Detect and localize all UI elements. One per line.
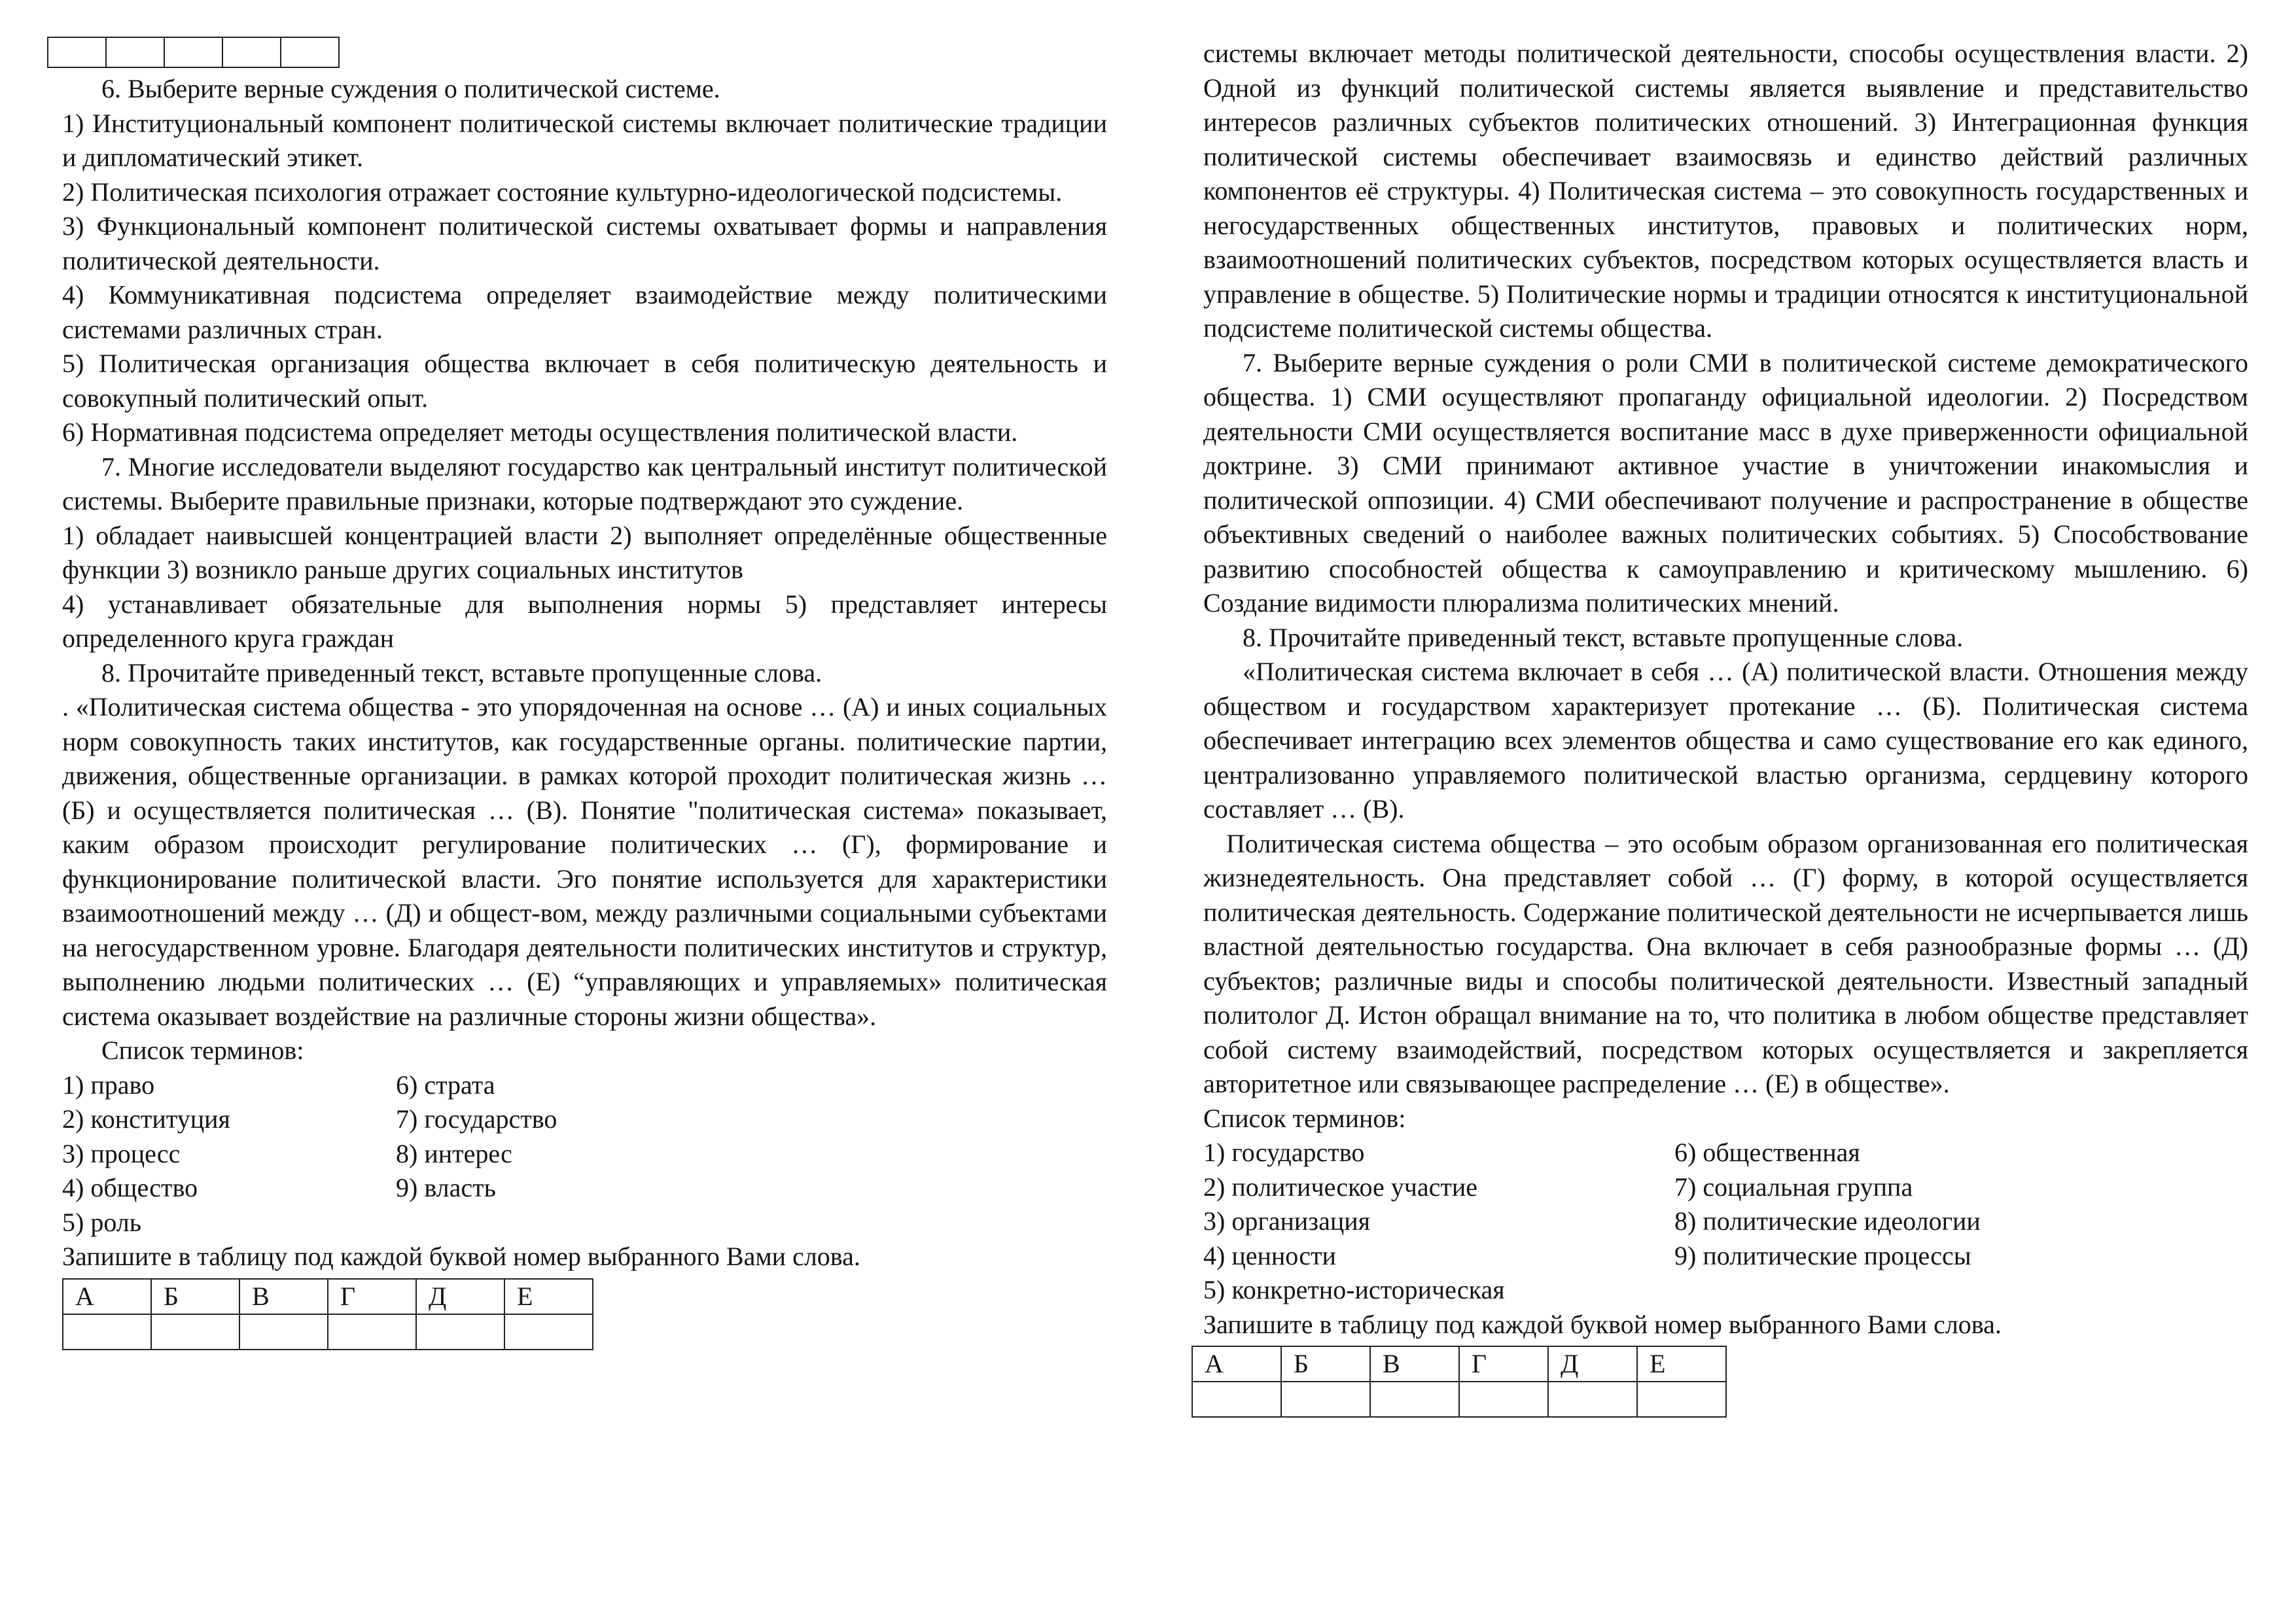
q8-text: . «Политическая система общества - это упорядоченная на основе … (А) и иных социальных норм совокупность таких институтов, как государственные органы. политические партии, движения, общественные организации. в рамках которой проходит политическая жизнь … (Б) и осуществляется политическая … (В). Понятие "политическая система» показывает, каким образом происходит регулирование политических … (Г), формирование и функционирование политической власти. Эго понятие используется для характеристики взаимоотношений между … (Д) и общест-вом, между различными социальными субъектами на негосударственном уровне. Благодаря деятельности политических институтов и структур, выполнению людьми политических … (Е) “управляющих и управляемых» политическая система оказывает воздействие на различные стороны жизни общества». bbox=[62, 692, 1107, 1031]
term-item: 8) политические идеологии bbox=[1674, 1206, 1981, 1236]
answer-letter: Г bbox=[1459, 1346, 1548, 1382]
answer-cell[interactable] bbox=[504, 1314, 593, 1350]
q7-title: 7. Многие исследователи выделяют государство как центральный институт политической системы. Выберите правильные признаки, которые подтверждают это суждение. bbox=[62, 451, 1107, 515]
right-column bbox=[1203, 37, 2248, 1418]
answer-cell[interactable] bbox=[239, 1314, 328, 1350]
q6-item-6: 6) Нормативная подсистема определяет методы осуществления политической власти. bbox=[62, 417, 1018, 447]
answer-cell[interactable] bbox=[328, 1314, 416, 1350]
answer-cell[interactable] bbox=[63, 1314, 151, 1350]
answer-letter: А bbox=[1192, 1346, 1281, 1382]
answer-table bbox=[62, 1278, 593, 1350]
q6-continuation: системы включает методы политической деятельности, способы осуществления власти. 2) Одной из функций политической системы является выявление и представительство интересов различных субъектов политических отношений. 3) Интеграционная функция политической системы обеспечивает взаимосвязь и единство действий различных компонентов её структуры. 4) Политическая система – это совокупность государственных и негосударственных общественных институтов, правовых и политических норм, взаимоотношений политических субъектов, посредством которых осуществляется власть и управление в обществе. 5) Политические нормы и традиции относятся к институциональной подсистеме политической системы общества. bbox=[1203, 39, 2248, 343]
answer-cell[interactable] bbox=[416, 1314, 504, 1350]
answer-letter: В bbox=[239, 1279, 328, 1314]
q8-paragraph-1: «Политическая система включает в себя … (А) политической власти. Отношения между обществом и государством характеризует протекание … (Б). Политическая система обеспечивает интеграцию всех элементов общества и само существование его как единого, централизованно управляемого политической властью организма, сердцевину которого составляет … (В). bbox=[1203, 657, 2248, 824]
q6-item-5: 5) Политическая организация общества включает в себя политическую деятельность и совокупный политический опыт. bbox=[62, 349, 1107, 413]
terms-list bbox=[1203, 1136, 2248, 1308]
term-item: 9) власть bbox=[396, 1173, 496, 1202]
q8-title: 8. Прочитайте приведенный текст, вставьте пропущенные слова. bbox=[1243, 622, 1964, 652]
answer-cell[interactable] bbox=[151, 1314, 239, 1350]
term-item: 4) общество bbox=[62, 1173, 198, 1202]
answer-letter: Б bbox=[151, 1279, 239, 1314]
term-item: 2) политическое участие bbox=[1203, 1172, 1477, 1202]
answer-letter: А bbox=[63, 1279, 151, 1314]
term-item: 7) государство bbox=[396, 1104, 557, 1134]
q6-title: 6. Выберите верные суждения о политической системе. bbox=[101, 74, 720, 103]
q6-item-4: 4) Коммуникативная подсистема определяет взаимодействие между политическими системами различных стран. bbox=[62, 280, 1107, 344]
q8-title: 8. Прочитайте приведенный текст, вставьте пропущенные слова. bbox=[101, 657, 822, 688]
term-item: 6) страта bbox=[396, 1070, 495, 1100]
term-item: 1) государство bbox=[1203, 1138, 1365, 1167]
answer-instruction: Запишите в таблицу под каждой буквой номер выбранного Вами слова. bbox=[62, 1242, 860, 1271]
term-item: 9) политические процессы bbox=[1674, 1240, 1971, 1270]
q6-item-1: 1) Институциональный компонент политической системы включает политические традиции и дипломатический этикет. bbox=[62, 108, 1107, 172]
terms-title: Список терминов: bbox=[1203, 1103, 1406, 1133]
q7-options-line-1: 1) обладает наивысшей концентрацией власти 2) выполняет определённые общественные функции 3) возникло раньше других социальных институтов bbox=[62, 520, 1107, 584]
left-column bbox=[62, 34, 1107, 1350]
answer-cell[interactable] bbox=[1459, 1382, 1548, 1417]
answer-letter: В bbox=[1370, 1346, 1459, 1382]
term-item: 2) конституция bbox=[62, 1104, 230, 1134]
answer-cell[interactable] bbox=[1192, 1382, 1281, 1417]
q6-item-3: 3) Функциональный компонент политической системы охватывает формы и направления политической деятельности. bbox=[62, 211, 1107, 275]
term-item: 5) роль bbox=[62, 1207, 141, 1237]
terms-list bbox=[62, 1068, 1107, 1240]
answer-cell[interactable] bbox=[1637, 1382, 1726, 1417]
answer-letter: Д bbox=[1548, 1346, 1637, 1382]
q7-text: 7. Выберите верные суждения о роли СМИ в политической системе демократического общества. 1) СМИ осуществляют пропаганду официальной идеологии. 2) Посредством деятельности СМИ осуществляется воспитание масс в духе приверженности официальной доктрине. 3) СМИ принимают активное участие в уничтожении инакомыслия и политической оппозиции. 4) СМИ обеспечивают получение и распространение в обществе объективных сведений о наиболее важных политических событиях. 5) Способствование развитию способностей общества к самоуправлению и критическому мышлению. 6) Создание видимости плюрализма политических мнений. bbox=[1203, 347, 2248, 618]
answer-letter: Е bbox=[1637, 1346, 1726, 1382]
answer-letter: Д bbox=[416, 1279, 504, 1314]
q6-item-2: 2) Политическая психология отражает состояние культурно-идеологической подсистемы. bbox=[62, 177, 1063, 207]
answer-letter: Г bbox=[328, 1279, 416, 1314]
term-item: 1) право bbox=[62, 1070, 155, 1100]
answer-cell[interactable] bbox=[1548, 1382, 1637, 1417]
terms-title: Список терминов: bbox=[101, 1036, 304, 1065]
answer-letter: Б bbox=[1281, 1346, 1370, 1382]
term-item: 7) социальная группа bbox=[1674, 1172, 1913, 1202]
answer-cell[interactable] bbox=[1370, 1382, 1459, 1417]
answer-table bbox=[1192, 1346, 1727, 1418]
answer-instruction: Запишите в таблицу под каждой буквой номер выбранного Вами слова. bbox=[1203, 1309, 2002, 1339]
term-item: 3) процесс bbox=[62, 1138, 181, 1168]
term-item: 8) интерес bbox=[396, 1138, 512, 1168]
q7-options-line-2: 4) устанавливает обязательные для выполнения нормы 5) представляет интересы определенного круга граждан bbox=[62, 589, 1107, 653]
term-item: 6) общественная bbox=[1674, 1138, 1860, 1167]
term-item: 3) организация bbox=[1203, 1206, 1371, 1236]
q8-paragraph-2: Политическая система общества – это особым образом организованная его политическая жизнедеятельность. Она представляет собой … (Г) форму, в которой осуществляется политическая деятельность. Содержание политической деятельности не исчерпывается лишь властной деятельностью государства. Она включает в себя разнообразные формы … (Д) субъектов; различные виды и способы политической деятельности. Известный западный политолог Д. Истон обращал внимание на то, что политика в любом обществе представляет собой систему взаимодействий, посредством которых осуществляется и закрепляется авторитетное или связывающее распределение … (Е) в обществе». bbox=[1203, 828, 2248, 1098]
answer-letter: Е bbox=[504, 1279, 593, 1314]
term-item: 4) ценности bbox=[1203, 1240, 1336, 1270]
term-item: 5) конкретно-историческая bbox=[1203, 1275, 1505, 1304]
answer-cell[interactable] bbox=[1281, 1382, 1370, 1417]
